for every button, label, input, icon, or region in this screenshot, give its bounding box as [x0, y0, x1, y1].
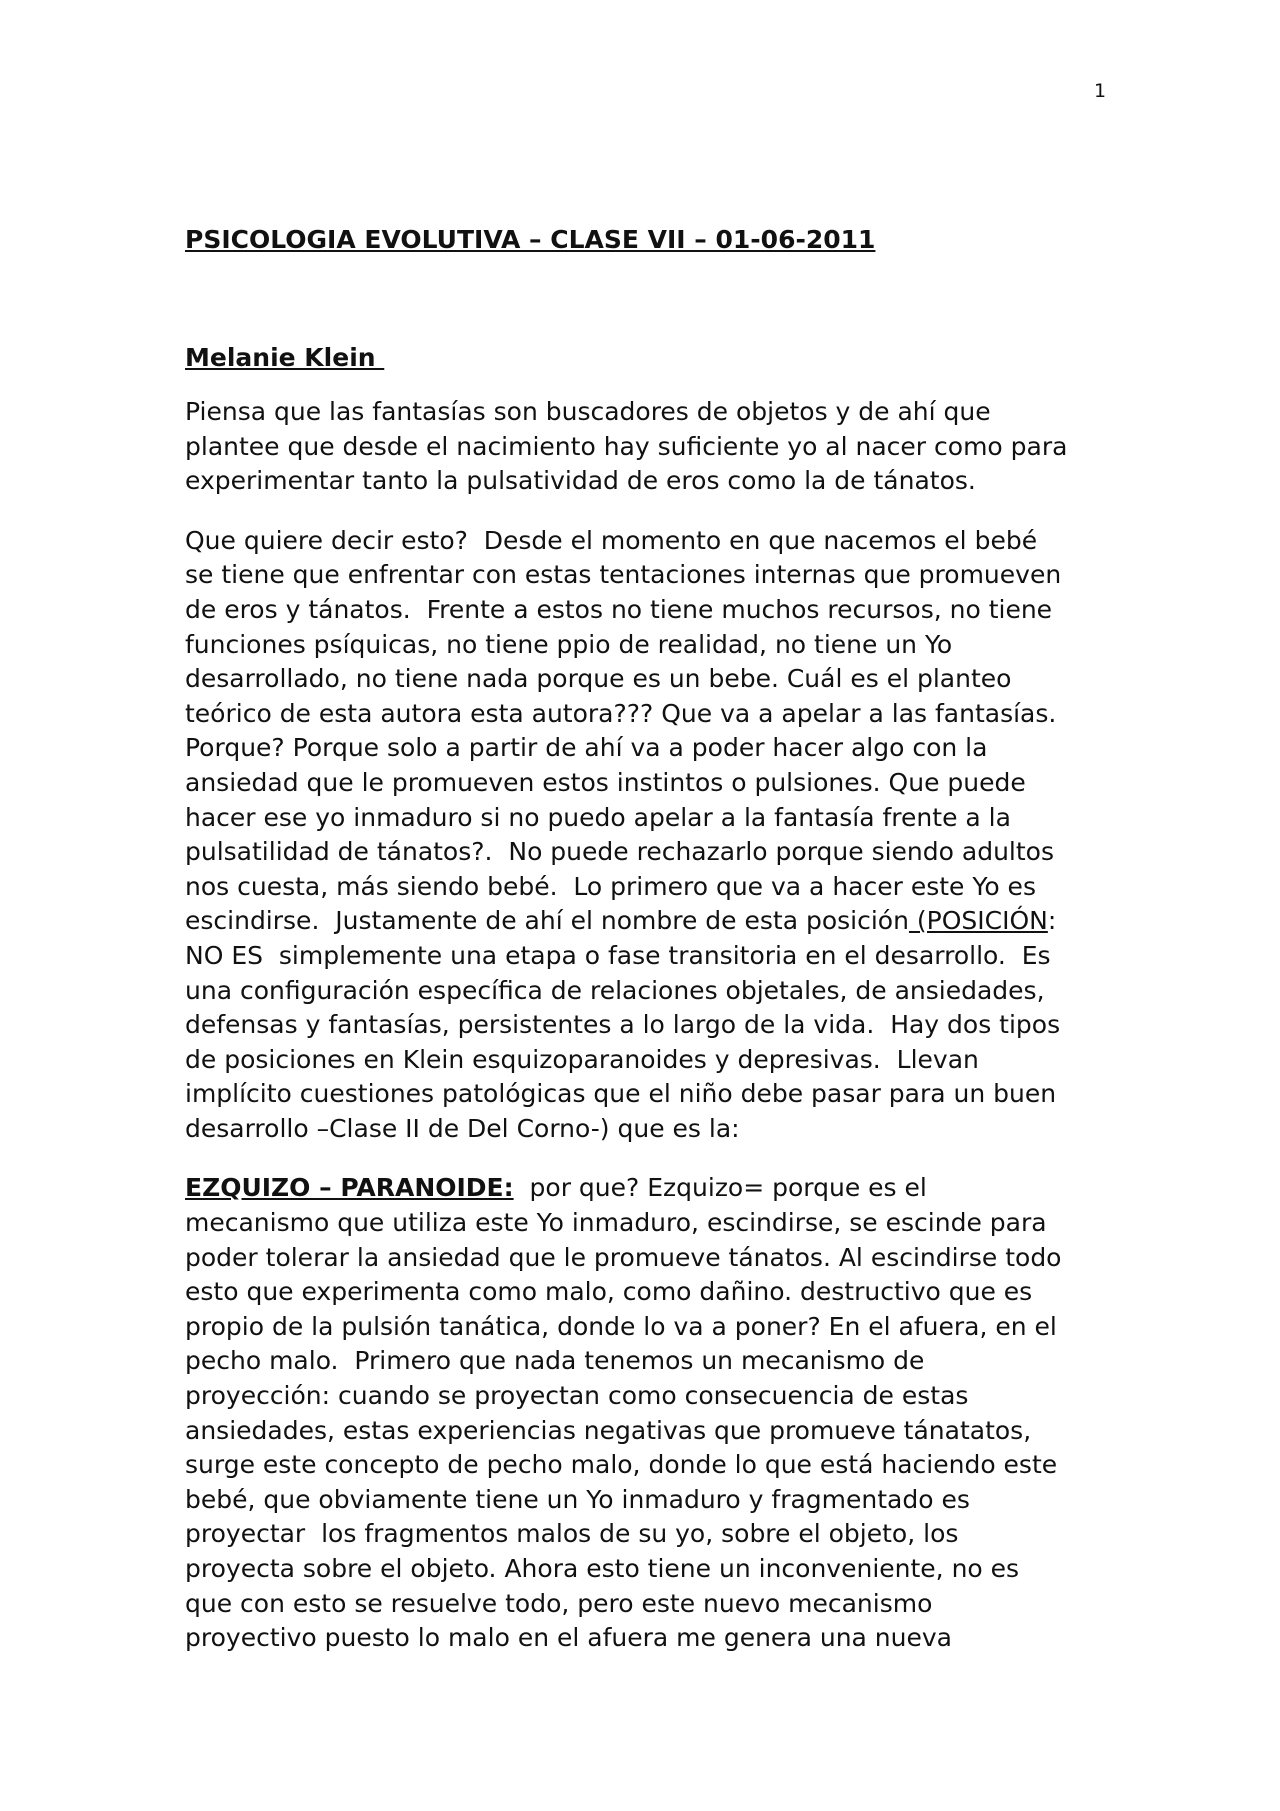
text-line: bebé, que obviamente tiene un Yo inmaduro y fragmentado es: [185, 1484, 970, 1514]
text-line: ansiedad que le promueven estos instintos o pulsiones. Que puede: [185, 767, 1026, 797]
text-line: plantee que desde el nacimiento hay suficiente yo al nacer como para: [185, 431, 1068, 461]
text-line: desarrollo –Clase II de Del Corno-) que es la:: [185, 1113, 740, 1143]
inline-heading: EZQUIZO – PARANOIDE:: [185, 1173, 514, 1203]
text-line: ansiedades, estas experiencias negativas que promueve tánatatos,: [185, 1415, 1032, 1445]
page-number: 1: [1094, 80, 1107, 102]
text-line: propio de la pulsión tanática, donde lo va a poner? En el afuera, en el: [185, 1311, 1057, 1341]
section-heading: Melanie Klein: [185, 343, 385, 372]
text-line: Que quiere decir esto? Desde el momento en que nacemos el bebé: [185, 525, 1038, 555]
text-line: que con esto se resuelve todo, pero este nuevo mecanismo: [185, 1588, 933, 1618]
text-line: funciones psíquicas, no tiene ppio de realidad, no tiene un Yo: [185, 629, 953, 659]
text-line: implícito cuestiones patológicas que el niño debe pasar para un buen: [185, 1079, 1057, 1109]
paragraph-1: [185, 395, 1115, 499]
text-line: de posiciones en Klein esquizoparanoides y depresivas. Llevan: [185, 1044, 979, 1074]
text-line: teórico de esta autora esta autora??? Que va a apelar a las fantasías.: [185, 698, 1057, 728]
text-line: pecho malo. Primero que nada tenemos un mecanismo de: [185, 1346, 925, 1376]
text-line: hacer ese yo inmaduro si no puedo apelar a la fantasía frente a la: [185, 802, 1011, 832]
text-line: se tiene que enfrentar con estas tentaciones internas que promueven: [185, 560, 1062, 590]
text-line: nos cuesta, más siendo bebé. Lo primero que va a hacer este Yo es: [185, 871, 1036, 901]
text-fragment: por que? Ezquizo= porque es el: [513, 1173, 927, 1203]
text-line: esto que experimenta como malo, como dañino. destructivo que es: [185, 1277, 1033, 1307]
text-line: poder tolerar la ansiedad que le promueve tánatos. Al escindirse todo: [185, 1242, 1062, 1272]
text-line: experimentar tanto la pulsatividad de eros como la de tánatos.: [185, 466, 976, 496]
document-title: PSICOLOGIA EVOLUTIVA – CLASE VII – 01-06-2011: [185, 225, 876, 254]
text-line: una configuración específica de relaciones objetales, de ansiedades,: [185, 975, 1045, 1005]
text-line: Porque? Porque solo a partir de ahí va a poder hacer algo con la: [185, 733, 988, 763]
text-line: defensas y fantasías, persistentes a lo largo de la vida. Hay dos tipos: [185, 1010, 1061, 1040]
text-line: NO ES simplemente una etapa o fase transitoria en el desarrollo. Es: [185, 940, 1051, 970]
underlined-term: (POSICIÓN: [908, 906, 1048, 936]
paragraph-3: [185, 1171, 1115, 1655]
text-line: [185, 1171, 1115, 1206]
text-line: proyectivo puesto lo malo en el afuera me genera una nueva: [185, 1623, 952, 1653]
paragraph-2: [185, 524, 1115, 1147]
text-line: proyecta sobre el objeto. Ahora esto tiene un inconveniente, no es: [185, 1554, 1020, 1583]
document-body: [185, 223, 1115, 1681]
text-line: desarrollado, no tiene nada porque es un bebe. Cuál es el planteo: [185, 664, 1012, 694]
text-line: [185, 904, 1115, 939]
text-line: surge este concepto de pecho malo, donde lo que está haciendo este: [185, 1450, 1058, 1480]
text-line: de eros y tánatos. Frente a estos no tiene muchos recursos, no tiene: [185, 594, 1053, 624]
text-fragment: escindirse. Justamente de ahí el nombre de esta posición: [185, 906, 909, 936]
text-fragment: :: [1047, 906, 1057, 936]
text-line: pulsatilidad de tánatos?. No puede rechazarlo porque siendo adultos: [185, 837, 1054, 867]
text-line: Piensa que las fantasías son buscadores de objetos y de ahí que: [185, 397, 991, 426]
text-line: proyección: cuando se proyectan como consecuencia de estas: [185, 1381, 969, 1411]
text-line: mecanismo que utiliza este Yo inmaduro, escindirse, se escinde para: [185, 1208, 1047, 1238]
text-line: proyectar los fragmentos malos de su yo, sobre el objeto, los: [185, 1519, 959, 1549]
